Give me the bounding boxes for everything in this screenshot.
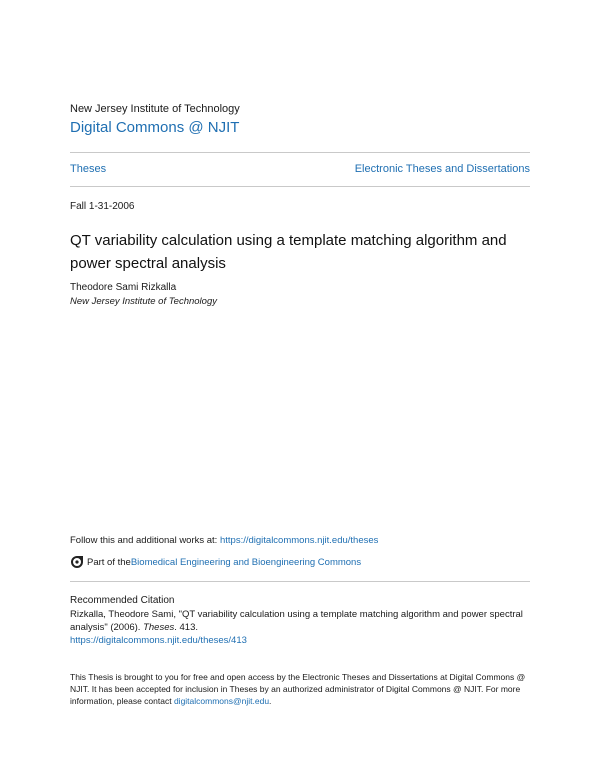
institution-name: New Jersey Institute of Technology [70,103,240,115]
citation-text: Rizkalla, Theodore Sami, "QT variability calculation using a template matching algorithm and power spectral analysis" (2006). [70,609,523,633]
contact-email-link[interactable]: digitalcommons@njit.edu [173,696,270,706]
divider [70,186,530,187]
commons-link[interactable]: Biomedical Engineering and Bioengineering Commons [130,556,362,568]
citation-heading: Recommended Citation [70,595,175,606]
author-affiliation: New Jersey Institute of Technology [70,296,217,307]
follow-url-link[interactable]: https://digitalcommons.njit.edu/theses [219,535,379,546]
citation-body [70,608,530,647]
access-end: . [269,696,272,706]
author-name: Theodore Sami Rizkalla [70,282,177,293]
cover-page [70,0,530,776]
repository-link[interactable]: Digital Commons @ NJIT [70,119,240,136]
publication-date: Fall 1-31-2006 [70,201,135,212]
follow-prefix: Follow this and additional works at: [70,535,220,546]
citation-url-link[interactable]: https://digitalcommons.njit.edu/theses/413 [70,635,247,646]
thesis-title: QT variability calculation using a template matching algorithm and power spectral analysis [70,232,507,272]
theses-link[interactable]: Theses [70,163,107,175]
part-of-prefix: Part of the [87,556,131,568]
divider [70,581,530,582]
citation-series: Theses [143,622,175,633]
follow-line [70,535,378,546]
etd-collection-link[interactable]: Electronic Theses and Dissertations [354,163,530,175]
citation-number: . 413. [174,622,199,633]
divider [70,152,530,153]
open-access-icon [70,555,84,569]
part-of-line [70,555,361,569]
access-text: This Thesis is brought to you for free and open access by the Electronic Theses and Dissertations at Digital Commons @ NJIT. It has been accepted for inclusion in Theses by an authorized administrator of Digital Commons @ NJIT. For more information, please contact [70,672,526,706]
access-statement [70,671,530,707]
